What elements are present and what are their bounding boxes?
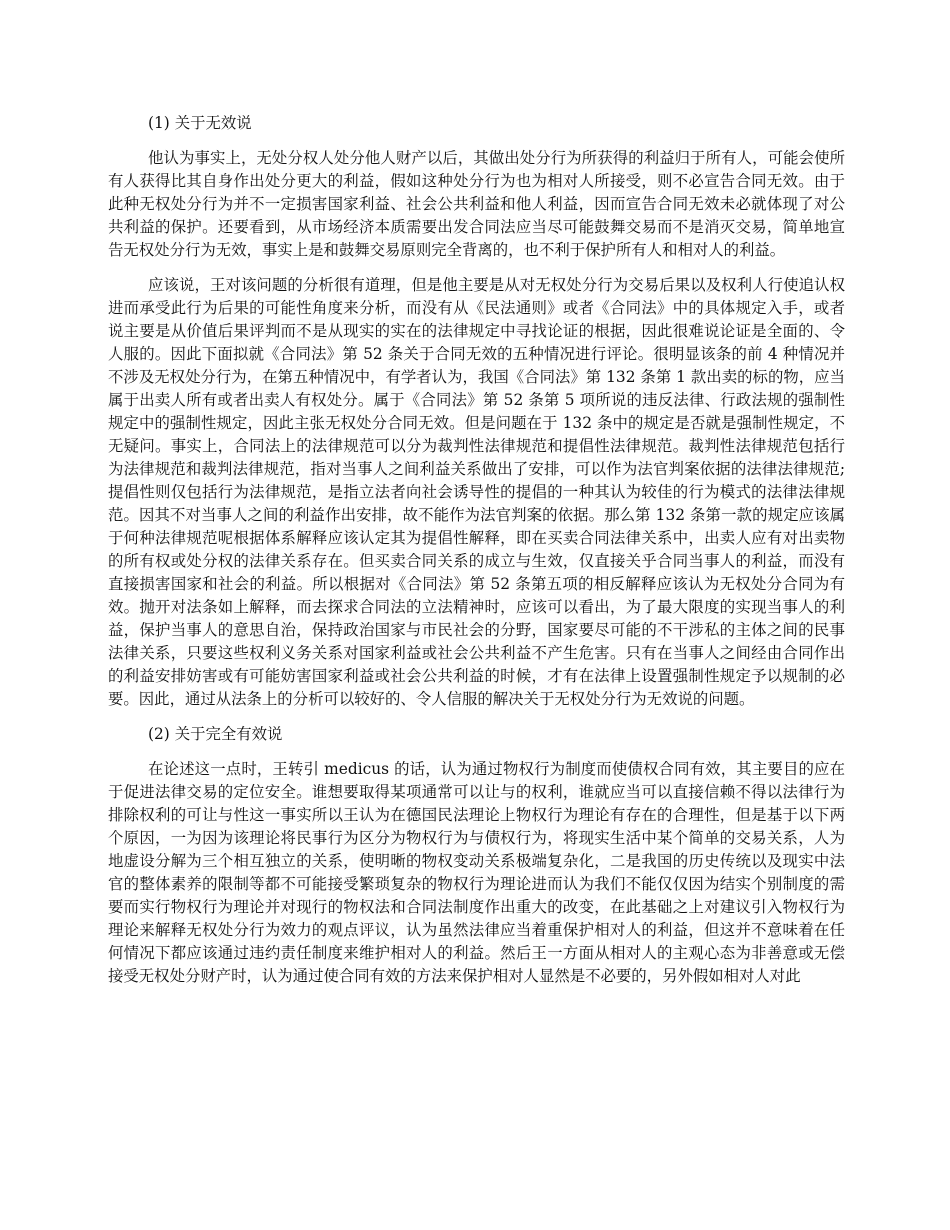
document-page	[108, 112, 845, 1000]
section-heading-fully-valid-theory: (2) 关于完全有效说	[148, 725, 283, 743]
paragraph: 他认为事实上，无处分权人处分他人财产以后，其做出处分行为所获得的利益归于所有人，可能会使所有人获得比其自身作出处分更大的利益，假如这种处分行为也为相对人所接受，则不必宣告合同无效。由于此种无权处分行为并不一定损害国家利益、社会公共利益和他人利益，因而宣告合同无效未必就体现了对公共利益的保护。还要看到，从市场经济本质需要出发合同法应当尽可能鼓舞交易而不是消灭交易，简单地宣告无权处分行为无效，事实上是和鼓舞交易原则完全背离的，也不利于保护所有人和相对人的利益。	[108, 149, 845, 259]
paragraph: 在论述这一点时，王转引 medicus 的话，认为通过物权行为制度而使债权合同有效，其主要目的应在于促进法律交易的定位安全。谁想要取得某项通常可以让与的权利，谁就应当可以直接信赖不得以法律行为排除权利的可让与性这一事实所以王认为在德国民法理论上物权行为理论有存在的合理性，但是基于以下两个原因，一为因为该理论将民事行为区分为物权行为与债权行为，将现实生活中某个简单的交易关系，人为地虚设分解为三个相互独立的关系，使明晰的物权变动关系极端复杂化，二是我国的历史传统以及现实中法官的整体素养的限制等都不可能接受繁琐复杂的物权行为理论进而认为我们不能仅仅因为结实个别制度的需要而实行物权行为理论并对现行的物权法和合同法制度作出重大的改变，在此基础之上对建议引入物权行为理论来解释无权处分行为效力的观点评议，认为虽然法律应当着重保护相对人的利益，但这并不意味着在任何情况下都应该通过违约责任制度来维护相对人的利益。然后王一方面从相对人的主观心态为非善意或无偿接受无权处分财产时，认为通过使合同有效的方法来保护相对人显然是不必要的，另外假如相对人对此	[108, 760, 845, 985]
section-heading-invalid-theory: (1) 关于无效说	[148, 114, 252, 132]
paragraph: 应该说，王对该问题的分析很有道理，但是他主要是从对无权处分行为交易后果以及权利人行使追认权进而承受此行为后果的可能性角度来分析，而没有从《民法通则》或者《合同法》中的具体规定入手，或者说主要是从价值后果评判而不是从现实的实在的法律规定中寻找论证的根据，因此很难说论证是全面的、令人服的。因此下面拟就《合同法》第 52 条关于合同无效的五种情况进行评论。很明显该条的前 4 种情况并不涉及无权处分行为，在第五种情况中，有学者认为，我国《合同法》第 132 条第 1 款出卖的标的物，应当属于出卖人所有或者出卖人有权处分。属于《合同法》第 52 条第 5 项所说的违反法律、行政法规的强制性规定中的强制性规定，因此主张无权处分合同无效。但是问题在于 132 条中的规定是否就是强制性规定，不无疑问。事实上，合同法上的法律规范可以分为裁判性法律规范和提倡性法律规范。裁判性法律规范包括行为法律规范和裁判法律规范，指对当事人之间利益关系做出了安排，可以作为法官判案依据的法律法律规范;提倡性则仅包括行为法律规范，是指立法者向社会诱导性的提倡的一种其认为较佳的行为模式的法律法律规范。因其不对当事人之间的利益作出安排，故不能作为法官判案的依据。那么第 132 条第一款的规定应该属于何种法律规范呢根据体系解释应该认定其为提倡性解释，即在买卖合同法律关系中，出卖人应有对出卖物的所有权或处分权的法律关系存在。但买卖合同关系的成立与生效，仅直接关乎合同当事人的利益，而没有直接损害国家和社会的利益。所以根据对《合同法》第 52 条第五项的相反解释应该认为无权处分合同为有效。抛开对法条如上解释，而去探求合同法的立法精神时，应该可以看出，为了最大限度的实现当事人的利益，保护当事人的意思自治，保持政治国家与市民社会的分野，国家要尽可能的不干涉私的主体之间的民事法律关系，只要这些权利义务关系对国家利益或社会公共利益不产生危害。只有在当事人之间经由合同作出的利益安排妨害或有可能妨害国家利益或社会公共利益的时候，才有在法律上设置强制性规定予以规制的必要。因此，通过从法条上的分析可以较好的、令人信服的解决关于无权处分行为无效说的问题。	[108, 276, 845, 708]
